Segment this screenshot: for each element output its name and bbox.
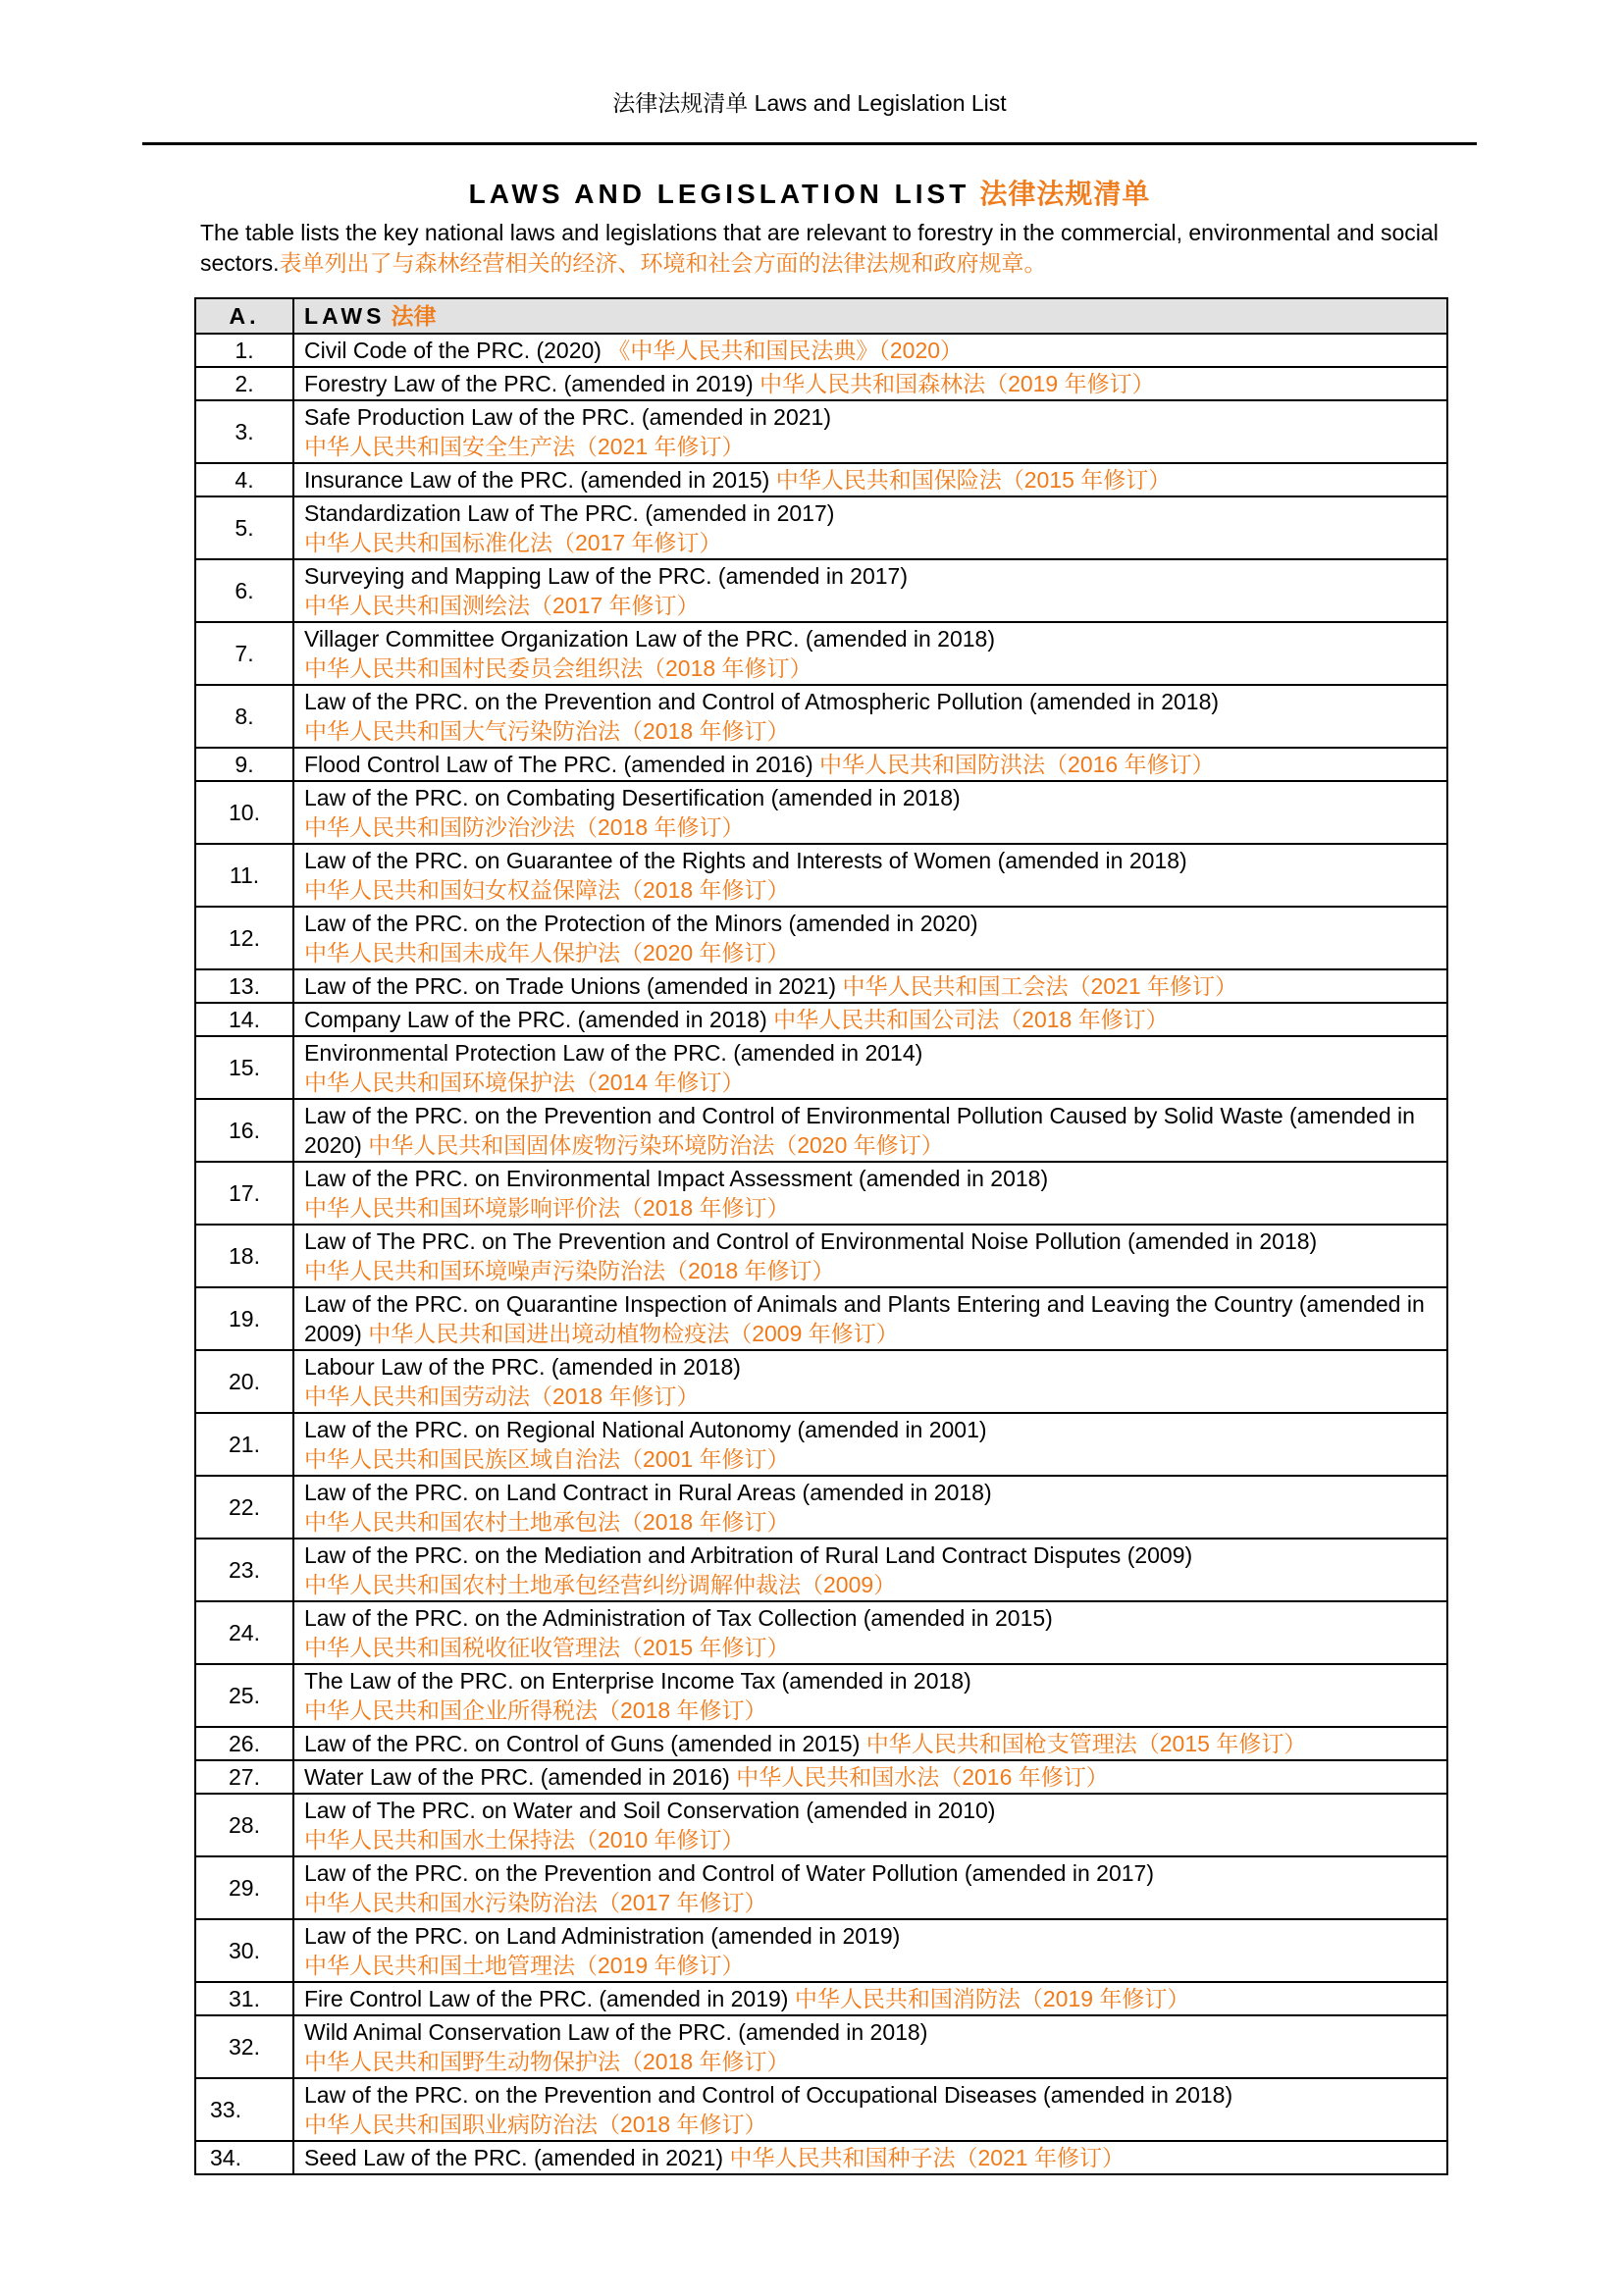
law-title-zh: 中华人民共和国枪支管理法（2015 年修订） xyxy=(865,1731,1307,1756)
law-title xyxy=(293,1003,1447,1036)
law-title xyxy=(293,1727,1447,1760)
law-title-zh: 中华人民共和国进出境动植物检疫法（2009 年修订） xyxy=(368,1321,899,1346)
table-row xyxy=(195,1601,1447,1664)
law-title-zh: 中华人民共和国妇女权益保障法（2018 年修订） xyxy=(304,877,790,903)
law-title xyxy=(293,1476,1447,1539)
table-row xyxy=(195,463,1447,496)
law-title-zh: 中华人民共和国环境影响评价法（2018 年修订） xyxy=(304,1195,790,1221)
law-title-en: Forestry Law of the PRC. (amended in 2019) xyxy=(304,371,754,396)
table-row xyxy=(195,1350,1447,1413)
law-title xyxy=(293,748,1447,781)
header-rule xyxy=(142,142,1477,145)
law-title-zh: 中华人民共和国消防法（2019 年修订） xyxy=(794,1986,1190,2011)
table-header-row xyxy=(195,298,1447,334)
law-title-zh: 中华人民共和国水污染防治法（2017 年修订） xyxy=(304,1890,767,1915)
law-title xyxy=(293,844,1447,907)
table-row xyxy=(195,1225,1447,1287)
law-title-en: Safe Production Law of the PRC. (amended in 2021) xyxy=(304,404,831,430)
law-title-en: Labour Law of the PRC. (amended in 2018) xyxy=(304,1354,741,1380)
table-row xyxy=(195,367,1447,400)
table-row xyxy=(195,1727,1447,1760)
table-row xyxy=(195,334,1447,367)
row-number: 27. xyxy=(195,1760,293,1794)
table-row xyxy=(195,622,1447,685)
table-row xyxy=(195,1099,1447,1162)
law-title xyxy=(293,1350,1447,1413)
law-title-en: The Law of the PRC. on Enterprise Income Tax (amended in 2018) xyxy=(304,1668,971,1694)
law-title xyxy=(293,400,1447,463)
row-number: 12. xyxy=(195,907,293,969)
law-title xyxy=(293,1539,1447,1601)
row-number: 18. xyxy=(195,1225,293,1287)
law-title xyxy=(293,496,1447,559)
row-number: 7. xyxy=(195,622,293,685)
law-title-en: Law of The PRC. on The Prevention and Control of Environmental Noise Pollution (amended in 2018) xyxy=(304,1228,1318,1254)
table-row xyxy=(195,907,1447,969)
table-row xyxy=(195,1919,1447,1982)
law-title-zh: 《中华人民共和国民法典》（2020） xyxy=(607,338,964,363)
law-title-en: Law of the PRC. on Quarantine Inspection of Animals and Plants Entering and Leaving the Country (amended in 2009) xyxy=(304,1291,1425,1346)
law-title-en: Law of the PRC. on Combating Desertification (amended in 2018) xyxy=(304,785,961,810)
law-title xyxy=(293,1664,1447,1727)
page-title-en: LAWS AND LEGISLATION LIST xyxy=(468,179,970,209)
law-title xyxy=(293,1162,1447,1225)
law-title-en: Flood Control Law of The PRC. (amended in 2016) xyxy=(304,752,813,777)
law-title-zh: 中华人民共和国安全生产法（2021 年修订） xyxy=(304,434,745,459)
law-title-zh: 中华人民共和国未成年人保护法（2020 年修订） xyxy=(304,940,790,965)
law-title-zh: 中华人民共和国固体废物污染环境防治法（2020 年修订） xyxy=(368,1132,944,1158)
table-row xyxy=(195,2015,1447,2078)
law-title-en: Surveying and Mapping Law of the PRC. (amended in 2017) xyxy=(304,563,908,589)
law-title xyxy=(293,622,1447,685)
page-title-zh: 法律法规清单 xyxy=(979,179,1151,209)
table-row xyxy=(195,844,1447,907)
law-title xyxy=(293,1225,1447,1287)
row-number: 28. xyxy=(195,1794,293,1856)
law-title xyxy=(293,559,1447,622)
row-number: 25. xyxy=(195,1664,293,1727)
row-number: 31. xyxy=(195,1982,293,2015)
law-title-en: Law of the PRC. on the Mediation and Arbitration of Rural Land Contract Disputes (2009) xyxy=(304,1542,1193,1568)
law-title xyxy=(293,1601,1447,1664)
law-title-zh: 中华人民共和国环境噪声污染防治法（2018 年修订） xyxy=(304,1258,835,1283)
law-title-en: Villager Committee Organization Law of the PRC. (amended in 2018) xyxy=(304,626,995,652)
table-row xyxy=(195,400,1447,463)
section-heading-en: LAWS xyxy=(304,303,386,329)
law-title-zh: 中华人民共和国土地管理法（2019 年修订） xyxy=(304,1953,745,1978)
law-title xyxy=(293,1856,1447,1919)
table-row xyxy=(195,969,1447,1003)
row-number: 24. xyxy=(195,1601,293,1664)
table-row xyxy=(195,496,1447,559)
row-number: 5. xyxy=(195,496,293,559)
row-number: 22. xyxy=(195,1476,293,1539)
law-title-en: Law of the PRC. on the Prevention and Control of Water Pollution (amended in 2017) xyxy=(304,1860,1154,1886)
law-title xyxy=(293,2141,1447,2174)
law-title xyxy=(293,969,1447,1003)
law-title xyxy=(293,1287,1447,1350)
running-header: 法律法规清单 Laws and Legislation List xyxy=(612,90,1007,116)
row-number: 29. xyxy=(195,1856,293,1919)
table-row xyxy=(195,1476,1447,1539)
law-title-en: Water Law of the PRC. (amended in 2016) xyxy=(304,1764,730,1790)
law-title-zh: 中华人民共和国税收征收管理法（2015 年修订） xyxy=(304,1635,790,1660)
row-number: 20. xyxy=(195,1350,293,1413)
law-title xyxy=(293,1919,1447,1982)
section-heading xyxy=(293,298,1447,334)
law-title-zh: 中华人民共和国公司法（2018 年修订） xyxy=(773,1007,1169,1032)
law-title-en: Law of the PRC. on the Administration of Tax Collection (amended in 2015) xyxy=(304,1605,1053,1631)
table-row xyxy=(195,1162,1447,1225)
law-title-zh: 中华人民共和国森林法（2019 年修订） xyxy=(759,371,1155,396)
law-title xyxy=(293,2015,1447,2078)
law-title-zh: 中华人民共和国防沙治沙法（2018 年修订） xyxy=(304,814,745,840)
law-title-zh: 中华人民共和国劳动法（2018 年修订） xyxy=(304,1383,700,1409)
row-number: 19. xyxy=(195,1287,293,1350)
law-title xyxy=(293,1099,1447,1162)
row-number: 26. xyxy=(195,1727,293,1760)
law-title xyxy=(293,334,1447,367)
page-title xyxy=(142,177,1477,212)
law-title-zh: 中华人民共和国保险法（2015 年修订） xyxy=(775,467,1172,493)
law-title-zh: 中华人民共和国职业病防治法（2018 年修订） xyxy=(304,2112,767,2137)
law-title xyxy=(293,781,1447,844)
law-title-zh: 中华人民共和国环境保护法（2014 年修订） xyxy=(304,1070,745,1095)
law-title-zh: 中华人民共和国工会法（2021 年修订） xyxy=(842,973,1238,999)
row-number: 21. xyxy=(195,1413,293,1476)
law-title xyxy=(293,907,1447,969)
law-title-zh: 中华人民共和国农村土地承包经营纠纷调解仲裁法（2009） xyxy=(304,1572,897,1597)
law-title-en: Law of the PRC. on Guarantee of the Rights and Interests of Women (amended in 2018) xyxy=(304,848,1187,873)
law-title xyxy=(293,685,1447,748)
law-title-zh: 中华人民共和国农村土地承包法（2018 年修订） xyxy=(304,1509,790,1535)
table-row xyxy=(195,685,1447,748)
law-title-en: Law of the PRC. on Environmental Impact Assessment (amended in 2018) xyxy=(304,1166,1049,1191)
row-number: 23. xyxy=(195,1539,293,1601)
table-row xyxy=(195,1287,1447,1350)
row-number: 1. xyxy=(195,334,293,367)
table-row xyxy=(195,781,1447,844)
law-title xyxy=(293,1794,1447,1856)
table-row xyxy=(195,1664,1447,1727)
law-title xyxy=(293,1760,1447,1794)
law-title-en: Law of the PRC. on Trade Unions (amended in 2021) xyxy=(304,973,837,999)
table-row xyxy=(195,1539,1447,1601)
law-title-en: Wild Animal Conservation Law of the PRC. (amended in 2018) xyxy=(304,2019,928,2045)
law-title-en: Law of the PRC. on Regional National Autonomy (amended in 2001) xyxy=(304,1417,987,1442)
row-number: 9. xyxy=(195,748,293,781)
table-row xyxy=(195,559,1447,622)
law-title-en: Civil Code of the PRC. (2020) xyxy=(304,338,602,363)
row-number: 8. xyxy=(195,685,293,748)
row-number: 2. xyxy=(195,367,293,400)
law-title-zh: 中华人民共和国企业所得税法（2018 年修订） xyxy=(304,1697,767,1723)
table-row xyxy=(195,1003,1447,1036)
law-title xyxy=(293,1413,1447,1476)
law-title-en: Law of the PRC. on Land Administration (amended in 2019) xyxy=(304,1923,901,1949)
law-title-en: Law of The PRC. on Water and Soil Conservation (amended in 2010) xyxy=(304,1798,996,1823)
section-heading-zh: 法律 xyxy=(391,303,437,329)
row-number: 14. xyxy=(195,1003,293,1036)
table-row xyxy=(195,2141,1447,2174)
laws-table xyxy=(194,297,1448,2175)
table-row xyxy=(195,1036,1447,1099)
law-title xyxy=(293,1982,1447,2015)
law-title-en: Company Law of the PRC. (amended in 2018) xyxy=(304,1007,767,1032)
law-title xyxy=(293,463,1447,496)
table-row xyxy=(195,1413,1447,1476)
law-title xyxy=(293,1036,1447,1099)
law-title-en: Law of the PRC. on the Prevention and Control of Occupational Diseases (amended in 2018) xyxy=(304,2082,1233,2108)
law-title-zh: 中华人民共和国民族区域自治法（2001 年修订） xyxy=(304,1446,790,1472)
law-title-en: Law of the PRC. on Land Contract in Rural Areas (amended in 2018) xyxy=(304,1480,992,1505)
section-number: A. xyxy=(195,298,293,334)
law-title-en: Environmental Protection Law of the PRC. (amended in 2014) xyxy=(304,1040,923,1066)
row-number: 3. xyxy=(195,400,293,463)
law-title xyxy=(293,2078,1447,2141)
row-number: 32. xyxy=(195,2015,293,2078)
law-title-en: Law of the PRC. on Control of Guns (amended in 2015) xyxy=(304,1731,861,1756)
row-number: 17. xyxy=(195,1162,293,1225)
row-number: 6. xyxy=(195,559,293,622)
law-title-zh: 中华人民共和国野生动物保护法（2018 年修订） xyxy=(304,2049,790,2074)
law-title-zh: 中华人民共和国测绘法（2017 年修订） xyxy=(304,593,700,618)
law-title-en: Insurance Law of the PRC. (amended in 2015) xyxy=(304,467,770,493)
table-row xyxy=(195,1982,1447,2015)
law-title-en: Seed Law of the PRC. (amended in 2021) xyxy=(304,2145,724,2170)
law-title-zh: 中华人民共和国防洪法（2016 年修订） xyxy=(819,752,1215,777)
law-title-en: Standardization Law of The PRC. (amended in 2017) xyxy=(304,500,835,526)
row-number: 30. xyxy=(195,1919,293,1982)
intro-en: The table lists the key national laws and legislations that are relevant to forestry in the commercial, environmental and social sectors. xyxy=(200,220,1439,276)
law-title-zh: 中华人民共和国水土保持法（2010 年修订） xyxy=(304,1827,745,1852)
table-row xyxy=(195,1794,1447,1856)
law-title-zh: 中华人民共和国标准化法（2017 年修订） xyxy=(304,530,722,555)
law-title-zh: 中华人民共和国大气污染防治法（2018 年修订） xyxy=(304,718,790,744)
row-number: 10. xyxy=(195,781,293,844)
law-title-en: Law of the PRC. on the Prevention and Control of Atmospheric Pollution (amended in 2018) xyxy=(304,689,1220,714)
row-number: 4. xyxy=(195,463,293,496)
law-title-en: Law of the PRC. on the Prevention and Control of Environmental Pollution Caused by Solid Waste (amended in 2020) xyxy=(304,1103,1415,1158)
table-row xyxy=(195,1760,1447,1794)
row-number: 15. xyxy=(195,1036,293,1099)
row-number: 13. xyxy=(195,969,293,1003)
row-number: 11. xyxy=(195,844,293,907)
table-row xyxy=(195,2078,1447,2141)
law-title-en: Fire Control Law of the PRC. (amended in 2019) xyxy=(304,1986,789,2011)
law-title-zh: 中华人民共和国村民委员会组织法（2018 年修订） xyxy=(304,655,812,681)
law-title-zh: 中华人民共和国种子法（2021 年修订） xyxy=(729,2145,1125,2170)
law-title xyxy=(293,367,1447,400)
intro-paragraph xyxy=(200,218,1476,279)
row-number: 34. xyxy=(195,2141,293,2174)
law-title-en: Law of the PRC. on the Protection of the Minors (amended in 2020) xyxy=(304,911,978,936)
intro-zh: 表单列出了与森林经营相关的经济、环境和社会方面的法律法规和政府规章。 xyxy=(279,250,1047,276)
table-row xyxy=(195,748,1447,781)
row-number: 16. xyxy=(195,1099,293,1162)
row-number: 33. xyxy=(195,2078,293,2141)
law-title-zh: 中华人民共和国水法（2016 年修订） xyxy=(736,1764,1109,1790)
table-row xyxy=(195,1856,1447,1919)
